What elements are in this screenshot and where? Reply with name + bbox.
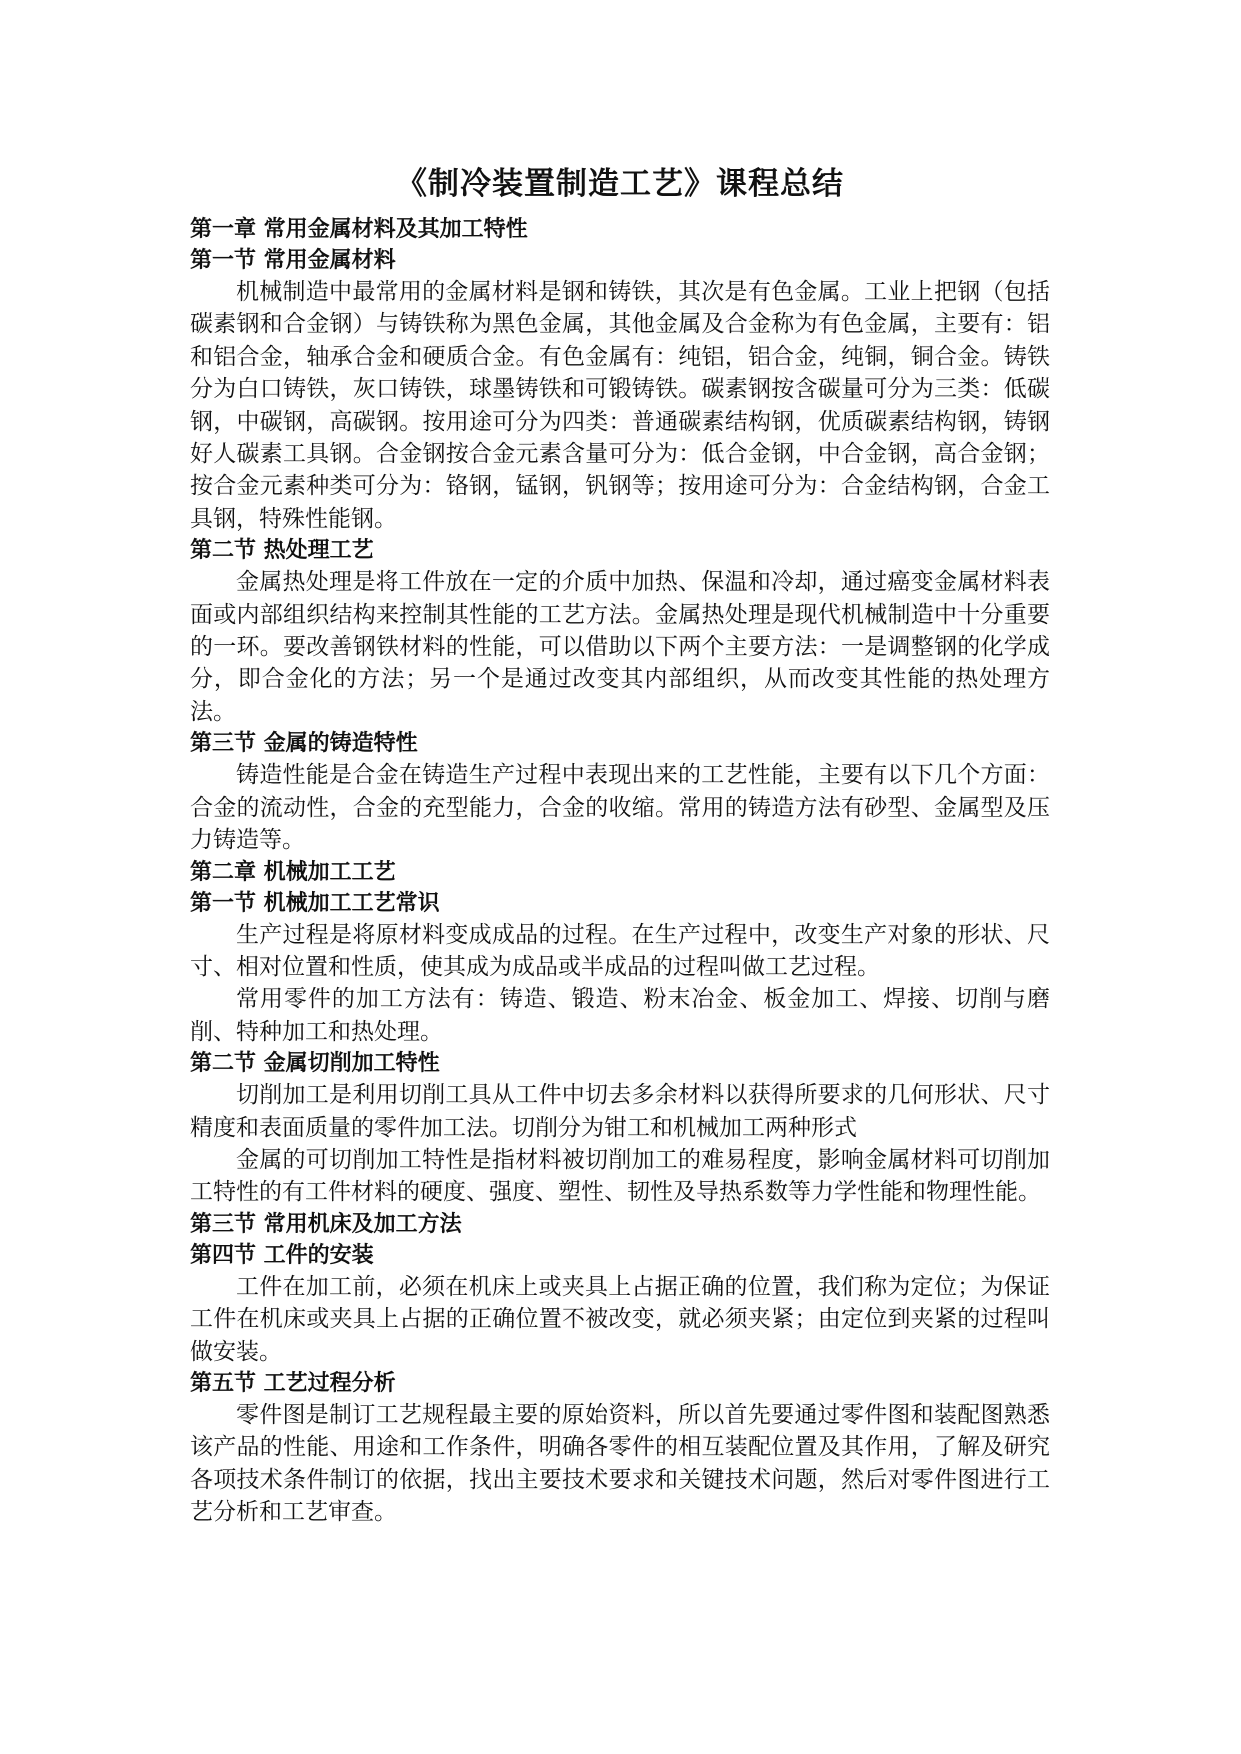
- chapter-1-heading: 第一章 常用金属材料及其加工特性: [190, 217, 528, 242]
- document-title: 《制冷装置制造工艺》课程总结: [396, 166, 844, 202]
- section-2-2-heading: 第二节 金属切削加工特性: [190, 1051, 440, 1077]
- section-1-1-heading: 第一节 常用金属材料: [190, 248, 396, 273]
- document-page: [190, 160, 1050, 1529]
- document-body: [190, 214, 1050, 1529]
- section-1-3-paragraph: 铸造性能是合金在铸造生产过程中表现出来的工艺性能，主要有以下几个方面：合金的流动性，合金的充型能力，合金的收缩。常用的铸造方法有砂型、金属型及压力铸造等。: [190, 762, 1050, 854]
- section-2-5-heading: 第五节 工艺过程分析: [190, 1370, 396, 1396]
- section-2-5-paragraph: 零件图是制订工艺规程最主要的原始资料，所以首先要通过零件图和装配图熟悉该产品的性能、用途和工作条件，明确各零件的相互装配位置及其作用，了解及研究各项技术条件制订的依据，找出主要技术要求和关键技术问题，然后对零件图进行工艺分析和工艺审查。: [190, 1401, 1050, 1526]
- section-1-2-heading: 第二节 热处理工艺: [190, 538, 374, 564]
- section-2-1-heading: 第一节 机械加工工艺常识: [190, 890, 440, 916]
- section-1-2-paragraph: 金属热处理是将工件放在一定的介质中加热、保温和冷却，通过癌变金属材料表面或内部组织结构来控制其性能的工艺方法。金属热处理是现代机械制造中十分重要的一环。要改善钢铁材料的性能，可以借助以下两个主要方法：一是调整钢的化学成分，即合金化的方法；另一个是通过改变其内部组织，从而改变其性能的热处理方法。: [190, 569, 1050, 725]
- section-2-4-heading: 第四节 工件的安装: [190, 1242, 374, 1268]
- section-2-1-paragraph-1: 生产过程是将原材料变成成品的过程。在生产过程中，改变生产对象的形状、尺寸、相对位置和性质，使其成为成品或半成品的过程叫做工艺过程。: [190, 921, 1050, 980]
- section-2-2-paragraph-2: 金属的可切削加工特性是指材料被切削加工的难易程度，影响金属材料可切削加工特性的有工件材料的硬度、强度、塑性、韧性及导热系数等力学性能和物理性能。: [190, 1146, 1050, 1206]
- section-1-1-paragraph: 机械制造中最常用的金属材料是钢和铸铁，其次是有色金属。工业上把钢（包括碳素钢和合金钢）与铸铁称为黑色金属，其他金属及合金称为有色金属，主要有：铝和铝合金，轴承合金和硬质合金。有色金属有：纯铝，铝合金，纯铜，铜合金。铸铁分为白口铸铁，灰口铸铁，球墨铸铁和可锻铸铁。碳素钢按含碳量可分为三类：低碳钢，中碳钢，高碳钢。按用途可分为四类：普通碳素结构钢，优质碳素结构钢，铸钢好人碳素工具钢。合金钢按合金元素含量可分为：低合金钢，中合金钢，高合金钢；按合金元素种类可分为：铬钢，锰钢，钒钢等；按用途可分为：合金结构钢，合金工具钢，特殊性能钢。: [190, 279, 1050, 532]
- chapter-2-heading: 第二章 机械加工工艺: [190, 859, 396, 885]
- section-2-1-paragraph-2: 常用零件的加工方法有：铸造、锻造、粉末冶金、板金加工、焊接、切削与磨削、特种加工和热处理。: [190, 986, 1050, 1045]
- section-2-2-paragraph-1: 切削加工是利用切削工具从工件中切去多余材料以获得所要求的几何形状、尺寸精度和表面质量的零件加工法。切削分为钳工和机械加工两种形式: [190, 1082, 1050, 1141]
- section-2-4-paragraph: 工件在加工前，必须在机床上或夹具上占据正确的位置，我们称为定位；为保证工件在机床或夹具上占据的正确位置不被改变，就必须夹紧；由定位到夹紧的过程叫做安装。: [190, 1273, 1050, 1365]
- section-2-3-heading: 第三节 常用机床及加工方法: [190, 1211, 462, 1237]
- section-1-3-heading: 第三节 金属的铸造特性: [190, 731, 418, 757]
